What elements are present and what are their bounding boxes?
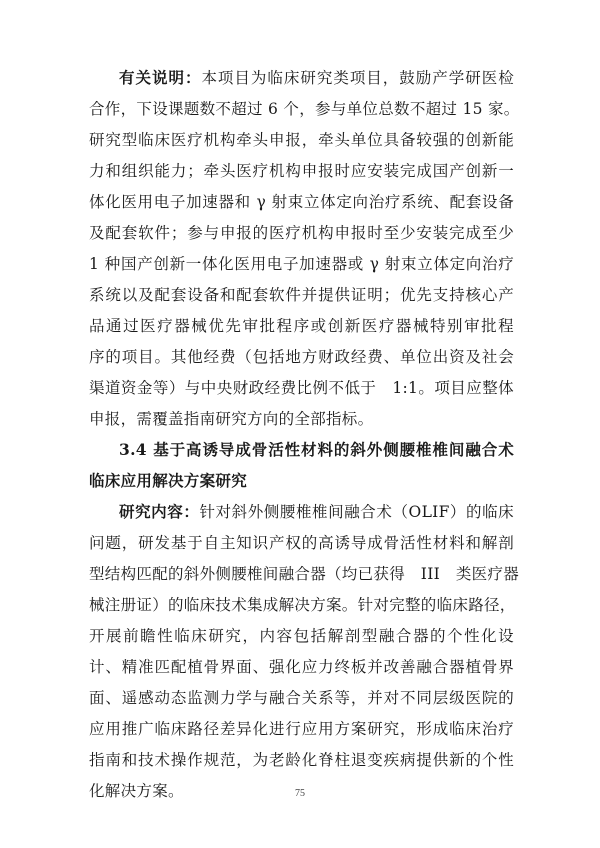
section-heading-line-2: 临床应用解决方案研究 xyxy=(89,471,248,490)
section-title: 基于高诱导成骨活性材料的斜外侧腰椎椎间融合术 xyxy=(153,440,514,459)
note-line-1: 有关说明：本项目为临床研究类项目，鼓励产学研医检 xyxy=(119,68,514,87)
research-line-2: 问题，研发基于自主知识产权的高诱导成骨活性材料和解剖 xyxy=(89,534,514,552)
research-line-7: 面、遥感动态监测力学与融合关系等，并对不同层级医院的 xyxy=(89,689,514,707)
research-line-6: 计、精准匹配植骨界面、强化应力终板并改善融合器植骨界 xyxy=(89,658,514,676)
note-line-3: 研究型临床医疗机构牵头申报，牵头单位具备较强的创新能 xyxy=(89,131,514,149)
note-line-7: 1 种国产创新一体化医用电子加速器或 γ 射束立体定向治疗 xyxy=(89,255,514,273)
note-line-8: 系统以及配套设备和配套软件并提供证明；优先支持核心产 xyxy=(89,286,514,304)
page-number: 75 xyxy=(295,788,305,799)
research-line-1: 研究内容：针对斜外侧腰椎椎间融合术（OLIF）的临床 xyxy=(119,502,514,521)
note-line-12: 申报，需覆盖指南研究方向的全部指标。 xyxy=(89,410,374,428)
research-line-10: 化解决方案。 xyxy=(89,782,184,800)
note-label: 有关说明： xyxy=(119,68,202,87)
research-line-5: 开展前瞻性临床研究，内容包括解剖型融合器的个性化设 xyxy=(89,627,514,645)
research-line-8: 应用推广临床路径差异化进行应用方案研究，形成临床治疗 xyxy=(89,720,514,738)
note-line-5: 体化医用电子加速器和 γ 射束立体定向治疗系统、配套设备 xyxy=(89,193,514,211)
note-line-6: 及配套软件；参与申报的医疗机构申报时至少安装完成至少 xyxy=(89,224,514,242)
note-line-10: 序的项目。其他经费（包括地方财政经费、单位出资及社会 xyxy=(89,348,514,366)
section-heading-line-1 xyxy=(119,436,514,464)
research-line-9: 指南和技术操作规范，为老龄化脊柱退变疾病提供新的个性 xyxy=(89,751,514,769)
research-line-3: 型结构匹配的斜外侧腰椎间融合器（均已获得 III 类医疗器 xyxy=(89,565,520,583)
note-line-9: 品通过医疗器械优先审批程序或创新医疗器械特别审批程 xyxy=(89,317,514,335)
section-number: 3.4 xyxy=(119,440,147,459)
research-label: 研究内容： xyxy=(119,502,200,521)
research-line-4: 械注册证）的临床技术集成解决方案。针对完整的临床路径， xyxy=(89,596,516,614)
note-line-2: 合作，下设课题数不超过 6 个，参与单位总数不超过 15 家。 xyxy=(89,100,520,118)
note-line-11: 渠道资金等）与中央财政经费比例不低于 1:1。项目应整体 xyxy=(89,379,514,397)
note-line-4: 力和组织能力；牵头医疗机构申报时应安装完成国产创新一 xyxy=(89,162,514,180)
